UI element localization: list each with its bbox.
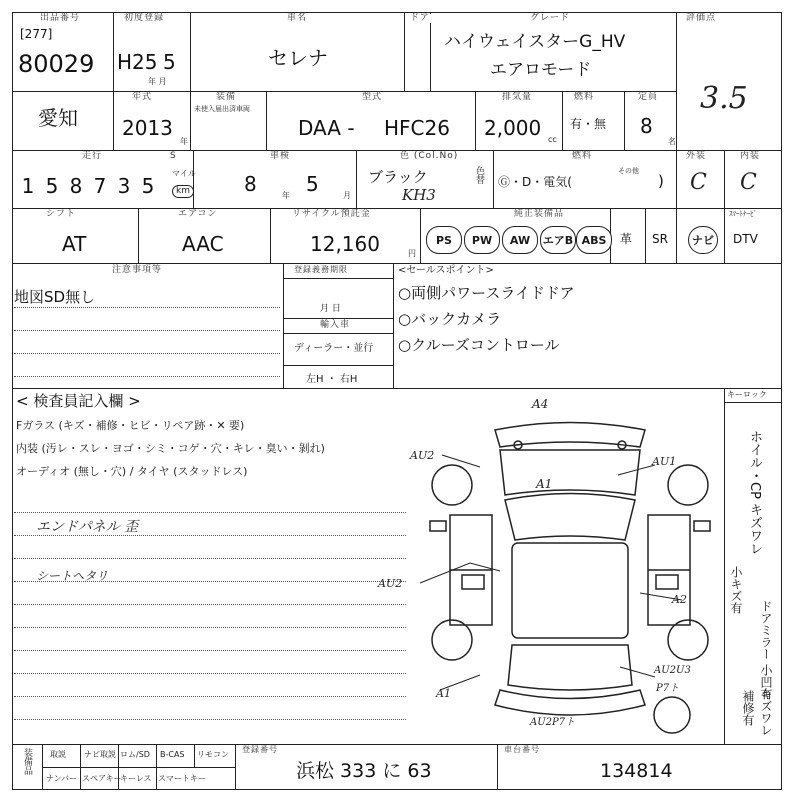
col-line — [235, 744, 236, 790]
footer-item: スペアキー — [82, 774, 122, 783]
first-reg-era: H25 — [117, 50, 158, 74]
inspector-header: < 検査員記入欄 > — [16, 392, 141, 410]
side-note-small-scratch: 小キズ有 — [729, 566, 743, 614]
equip-leather: 革 — [620, 232, 633, 246]
footer-item: ナンバー — [46, 774, 78, 783]
imported-label: 未使入届出済車両 — [194, 105, 250, 113]
interior-grade: C — [740, 170, 757, 195]
equip-aw: AW — [502, 226, 538, 254]
col-line — [562, 91, 563, 150]
wheel-front-right — [668, 465, 708, 505]
col-line — [193, 150, 194, 208]
mileage-unit-km: km — [172, 185, 194, 198]
side-marker-left — [462, 575, 484, 589]
mirror-left — [430, 521, 446, 531]
diagram-mark: AU2P7ト — [530, 717, 576, 728]
chassis-label: 車台番号 — [504, 745, 540, 754]
equip-abs: ABS — [576, 226, 612, 254]
col-line — [190, 91, 191, 150]
col-line — [118, 744, 119, 790]
equipment-label: 純正装備品 — [514, 209, 565, 219]
footer-item: キーレス — [120, 774, 152, 783]
mileage-digit: 5 — [141, 174, 155, 198]
car-name-label: 車名 — [287, 13, 308, 23]
grade-line2: エアロモード — [490, 60, 592, 80]
row-line — [12, 208, 782, 209]
mileage-unit-label: S — [170, 151, 177, 161]
capacity: 8 — [640, 114, 653, 138]
diagram-mark: AU2 — [378, 577, 403, 590]
pointer — [420, 563, 500, 583]
col-line — [624, 91, 625, 150]
pointer — [618, 465, 655, 475]
rear-bumper — [495, 690, 645, 715]
model-type-label: 型式 — [362, 92, 383, 102]
reg-expiry: 月 日 — [320, 304, 341, 314]
key-lock-label: キーロック — [727, 390, 767, 399]
doors-label: ドア — [410, 13, 430, 23]
diagram-mark: AU2 — [410, 449, 435, 462]
col-line — [270, 208, 271, 263]
notes-text: 地図SD無し — [14, 288, 96, 306]
wheel-rear-right — [668, 620, 708, 660]
diagram-mark: AU1 — [652, 455, 677, 468]
diagram-mark: A1 — [536, 477, 553, 491]
col-line — [266, 91, 267, 150]
fuel-other-label: その他 — [618, 167, 639, 175]
note-line — [14, 696, 406, 697]
row-line — [283, 333, 393, 334]
inspector-line: Fガラス (キズ・補修・ヒビ・リペア跡・✕ 要) — [16, 419, 245, 432]
displacement-unit: cc — [548, 135, 557, 144]
side-note-wheel: ホイル・CP キズワレ — [747, 430, 762, 556]
col-line — [430, 12, 431, 91]
diagram-mark: A4 — [532, 397, 549, 411]
mileage-digits — [16, 176, 160, 196]
model-year-label: 年式 — [132, 92, 153, 102]
lot-number: 80029 — [18, 50, 95, 78]
col-line — [156, 744, 157, 790]
reg-expiry-label: 登録義務期限 — [294, 265, 348, 274]
fuel-option: 有・無 — [570, 117, 607, 131]
fuel-close: ) — [658, 172, 664, 190]
dealer-parallel: ディーラー・並行 — [294, 343, 374, 354]
handwritten-note: エンドパネル 歪 — [36, 519, 139, 535]
diagram-mark: AU2U3 — [654, 665, 691, 676]
inspection-month: 5 — [306, 172, 319, 196]
import-label: 輸入車 — [320, 320, 351, 330]
note-line — [14, 719, 406, 720]
footer-item: 取説 — [50, 750, 66, 759]
footer-item: ナビ取説 — [84, 750, 116, 759]
note-line — [14, 307, 280, 308]
recycle: 12,160 — [310, 232, 380, 256]
color-side-label: 色替 — [474, 166, 484, 184]
col-line — [475, 91, 476, 150]
first-reg-month: 5 — [163, 50, 176, 74]
row-line — [283, 318, 393, 319]
color-label: 色 (Col.No) — [400, 151, 459, 161]
mileage-unit-miles: マイル — [172, 169, 196, 178]
mileage-digit: 7 — [93, 174, 107, 198]
color-code: KH3 — [402, 186, 436, 204]
exterior-grade: C — [690, 170, 707, 195]
mileage-digit: 1 — [21, 174, 35, 198]
note-line — [14, 650, 406, 651]
plate-number: 浜松 333 に 63 — [296, 760, 432, 782]
recycle-label: リサイクル預託金 — [292, 209, 371, 219]
wheel-rear-left — [432, 620, 472, 660]
col-line — [194, 744, 195, 767]
rating-label: 評価点 — [686, 13, 717, 23]
col-line — [724, 150, 725, 263]
handwritten-note: シートヘタリ — [36, 569, 109, 583]
mileage-label: 走行 — [82, 151, 103, 161]
displacement-label: 排気量 — [502, 92, 533, 102]
col-line — [138, 208, 139, 263]
wheel-front-left — [432, 465, 472, 505]
model-type-code: HFC26 — [384, 116, 450, 140]
steering: 左H ・ 右H — [306, 374, 358, 385]
aircon: AAC — [182, 232, 224, 256]
diagram-mark: A1 — [436, 687, 451, 700]
roof — [512, 543, 628, 638]
inspection-month-unit: 月 — [343, 191, 351, 200]
selling-point: ○クルーズコントロール — [398, 336, 560, 354]
side-note-scratch-crack: キズワレ — [759, 688, 773, 736]
footer-item: B-CAS — [160, 750, 185, 759]
equip-navi: ナビ — [688, 226, 718, 254]
mirror-right — [694, 521, 710, 531]
shift-label: シフト — [46, 209, 77, 219]
spare-wheel — [654, 697, 690, 733]
grade-label: グレード — [530, 13, 571, 23]
color-name: ブラック — [368, 168, 428, 186]
note-line — [14, 353, 280, 354]
col-line — [676, 12, 677, 150]
border-left — [12, 12, 13, 790]
col-line — [676, 150, 677, 263]
diagram-mark: P7ト — [656, 683, 680, 694]
plate-label: 登録番号 — [242, 745, 278, 754]
equip-pw: PW — [464, 226, 500, 254]
diagram-mark: A2 — [672, 593, 687, 606]
note-line — [14, 376, 280, 377]
col-line — [190, 12, 191, 91]
equip-right-label: ｽﾏｰﾄﾅｰﾋﾞ — [729, 210, 757, 218]
note-line — [14, 604, 406, 605]
col-line — [497, 744, 498, 790]
model-year-unit: 年 — [180, 137, 188, 146]
fuel-mark-label: 燃料 — [574, 92, 595, 102]
footer-item: ロム/SD — [120, 750, 150, 759]
car-name: セレナ — [268, 46, 328, 70]
footer-side-label: 装備品 — [22, 748, 32, 775]
inspection-year: 8 — [244, 172, 257, 196]
grade-line1: ハイウェイスターG_HV — [444, 32, 626, 52]
shift: AT — [62, 232, 87, 256]
selling-points-label: <セールスポイント> — [398, 265, 494, 276]
col-line — [645, 208, 646, 263]
note-line — [14, 330, 280, 331]
side-note-door-mirror: ドアミラー 小凹有 — [759, 600, 773, 700]
note-line — [14, 512, 406, 513]
lot-label: 出品番号 — [40, 13, 81, 23]
mileage-digit: 5 — [45, 174, 59, 198]
inspection-label: 車検 — [270, 151, 291, 161]
mileage-digit: 8 — [69, 174, 83, 198]
model-type-prefix: DAA - — [298, 116, 355, 140]
notes-label: 注意事項等 — [112, 265, 163, 275]
selling-point: ○バックカメラ — [398, 310, 502, 328]
hood — [500, 450, 640, 495]
col-line — [393, 263, 394, 388]
row-line — [42, 767, 235, 768]
pointer — [620, 667, 655, 677]
aircon-label: エアコン — [178, 209, 218, 219]
note-line — [14, 673, 406, 674]
inspector-line: 内装 (汚レ・スレ・ヨゴ・シミ・コゲ・穴・キレ・臭い・剝れ) — [16, 442, 325, 455]
col-line — [113, 12, 114, 150]
interior-label: 内装 — [740, 151, 761, 161]
mileage-digit: 3 — [117, 174, 131, 198]
fuel-label: 燃料 — [572, 151, 593, 161]
row-line — [724, 402, 782, 403]
capacity-unit: 名 — [668, 137, 676, 146]
border-right — [781, 12, 782, 790]
footer-item: スマートキー — [158, 774, 206, 783]
inspection-year-unit: 年 — [282, 191, 290, 200]
selling-point: ○両側パワースライドドア — [398, 284, 575, 302]
row-line — [283, 365, 393, 366]
note-line — [14, 535, 406, 536]
col-line — [404, 12, 405, 91]
row-line — [12, 263, 782, 264]
side-note-repaired: 補修有 — [741, 690, 755, 726]
note-line — [14, 558, 406, 559]
equip-dtv: DTV — [733, 232, 758, 246]
first-reg-label: 初度登録 — [124, 13, 165, 23]
note-line — [14, 627, 406, 628]
inspector-line: オーディオ (無し・穴) / タイヤ (スタッドレス) — [16, 465, 248, 478]
row-line — [283, 278, 393, 279]
equip-sr: SR — [652, 232, 668, 246]
capacity-label: 定員 — [638, 92, 659, 102]
lot-tag: [277] — [20, 27, 53, 41]
col-line — [356, 150, 357, 208]
region: 愛知 — [38, 106, 78, 130]
col-line — [283, 263, 284, 388]
displacement: 2,000 — [484, 116, 542, 140]
row-line — [12, 388, 782, 389]
border-bottom — [12, 789, 782, 790]
footer-item: リモコン — [197, 750, 229, 759]
equip-ps: PS — [426, 226, 462, 254]
front-bumper — [495, 423, 645, 448]
col-line — [80, 744, 81, 790]
equip-airbag: エアB — [540, 226, 576, 254]
windshield — [505, 494, 635, 541]
first-reg-unit: 年 月 — [148, 77, 167, 86]
side-marker-right — [656, 575, 678, 589]
recycle-unit: 円 — [408, 249, 416, 258]
col-line — [420, 208, 421, 263]
fuel-options: Ⓖ・D・電気( — [498, 175, 572, 189]
row-line — [12, 150, 782, 151]
exterior-label: 外装 — [686, 151, 707, 161]
rating: 3.5 — [700, 81, 748, 116]
rear-window — [508, 645, 632, 690]
options-label: 装備 — [216, 92, 237, 102]
chassis-number: 134814 — [600, 760, 673, 782]
col-line — [493, 150, 494, 208]
model-year: 2013 — [122, 116, 173, 140]
